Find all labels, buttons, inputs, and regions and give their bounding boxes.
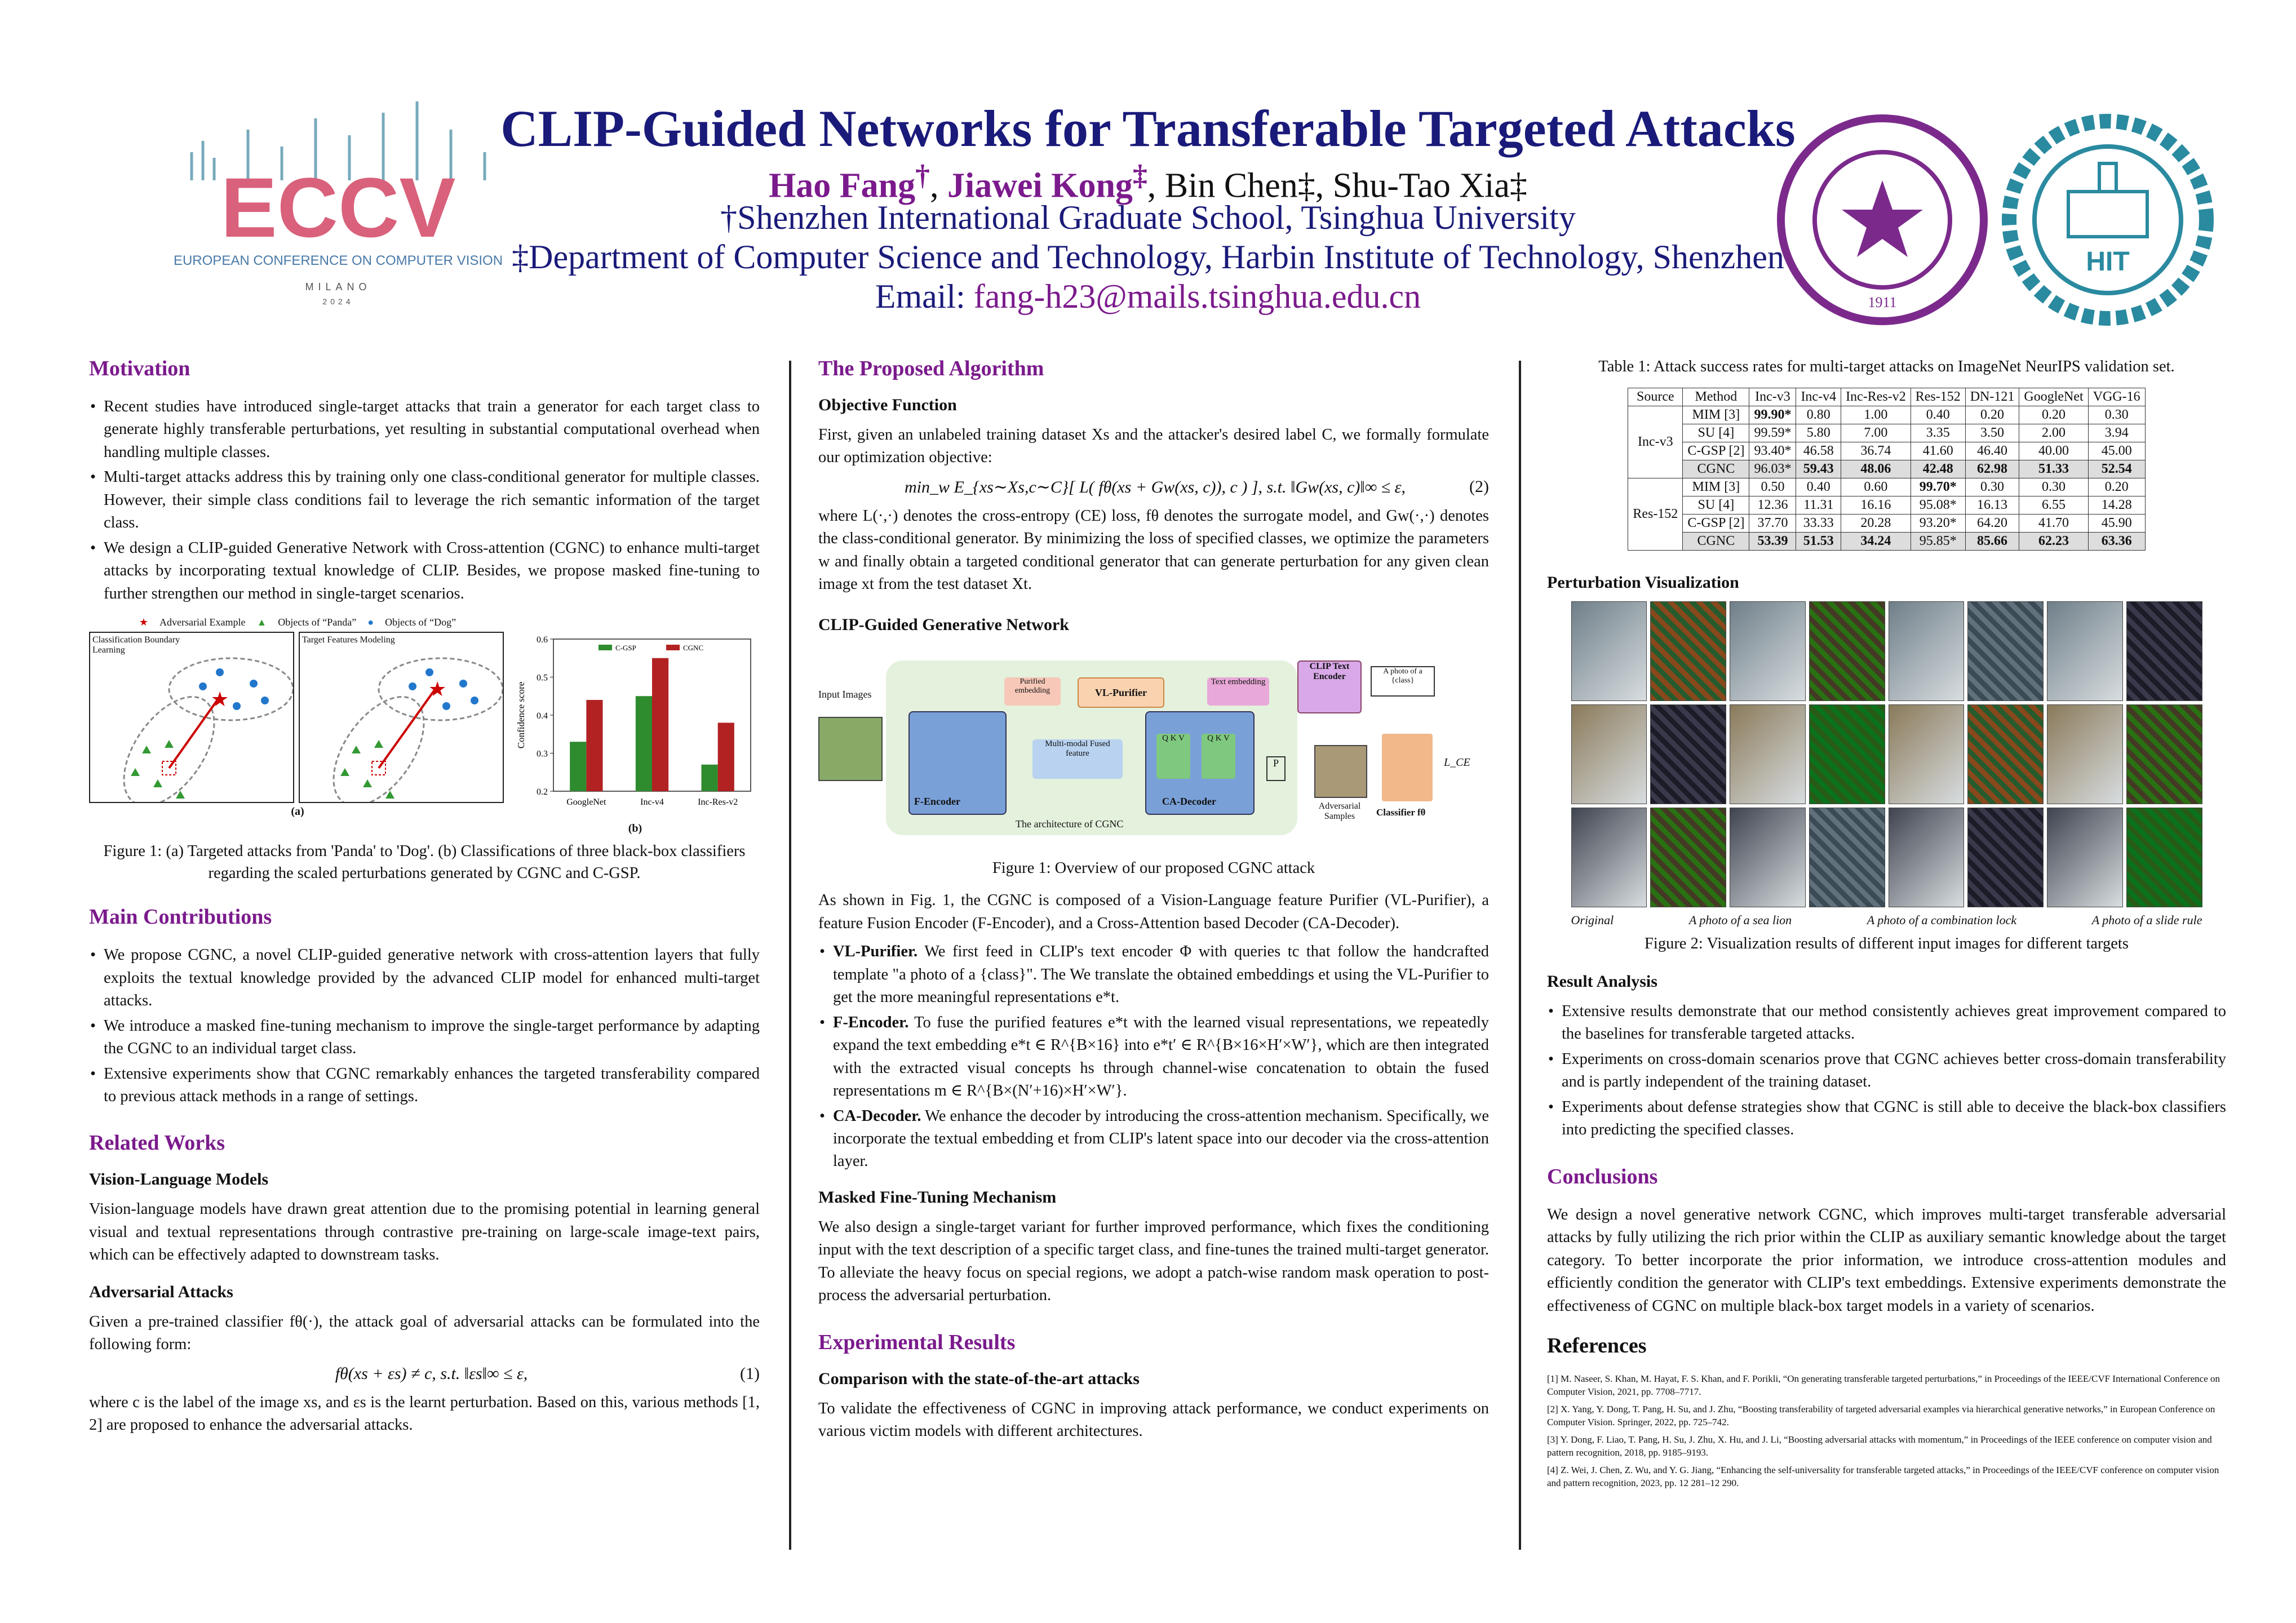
figure-1-motivation [89,617,760,835]
legend-panda: Objects of “Panda” [278,617,357,628]
boundary-panel [89,632,294,803]
table-header-cell: Source [1628,388,1683,406]
hit-wordmark: HIT [2086,247,2130,277]
affiliation-2: ‡Department of Computer Science and Technology, Harbin Institute of Technology, Shenzhen [512,238,1784,276]
image-tile [2047,601,2123,701]
table-cell: 16.13 [1965,496,2019,515]
table-cell: 0.30 [1965,478,2019,496]
bar-c-gsp [636,696,652,791]
figure-2-caption: Figure 2: Visualization results of different input images for different targets [1645,935,2129,953]
network-components-list [818,941,1489,1173]
table-cell: 41.60 [1911,442,1965,460]
table-cell: 48.06 [1841,460,1911,478]
table-cell: 42.48 [1911,460,1965,478]
adv-attacks-after: where c is the label of the image xs, and εs is the learnt perturbation. Based on this, various methods [1, 2] are proposed to enhance the adversarial attacks. [89,1393,760,1434]
y-tick-label: 0.4 [537,711,548,721]
table-cell: 0.30 [2088,406,2145,424]
panel-a-label: (a) [291,805,304,818]
column-divider-2 [1519,361,1521,1550]
perturbation-tile [1967,808,2044,907]
table-header-cell: Inc-v3 [1749,388,1796,406]
table-cell: 93.20* [1911,515,1965,533]
adv-attacks-text: Given a pre-trained classifier fθ(·), the attack goal of adversarial attacks can be formulated into the following form: [89,1312,760,1354]
eccv-subtitle: EUROPEAN CONFERENCE ON COMPUTER VISION [173,253,503,268]
architecture-label: The architecture of CGNC [1016,818,1124,830]
adversarial-samples-label: Adversarial Samples [1318,801,1361,821]
table-cell: 0.60 [1841,478,1911,496]
motivation-bullet: • We design a CLIP-guided Generative Network with Cross-attention (CGNC) to enhance multi-target attacks by incorporating textual knowledge of CLIP. Besides, we propose masked fine-tuning to further strengthen our method in single-target scenarios. [104,537,760,605]
table-cell: 0.20 [2088,478,2145,496]
table-cell: 63.36 [2088,533,2145,551]
perturbation-tile [1967,704,2044,804]
legend-label: CGNC [683,644,704,653]
table-cell: 51.53 [1796,533,1841,551]
ca-decoder-label: CA-Decoder [1162,795,1216,807]
fused-feature-block: Multi-modal Fused feature [1032,739,1123,779]
legend-dog: Objects of “Dog” [385,617,456,628]
table-row [1628,406,2145,424]
component-vl-purifier: • VL-Purifier. We first feed in CLIP's text encoder Φ with queries tc that follow the handcrafted template "a photo of a {class}". The We translate the obtained embeddings et using the VL-Purifier to get the more meaningful representations e*t. [833,941,1489,1009]
y-tick-label: 0.2 [537,787,548,797]
figure-1-overview-caption: Figure 1: Overview of our proposed CGNC attack [992,859,1315,877]
figure-1-caption: Figure 1: (a) Targeted attacks from 'Panda' to 'Dog'. (b) Classifications of three black-box classifiers regarding the scaled perturbations generated by CGNC and C-GSP. [103,842,746,882]
table-cell: 95.08* [1911,496,1965,515]
equation-2-body: min_w E_{xs∼Xs,c∼C}[ L( fθ(xs + Gw(xs, c)), c ) ], s.t. ‖Gw(xs, c)‖∞ ≤ ε, [905,477,1406,496]
table-header-cell: DN-121 [1965,388,2019,406]
table-cell: 12.36 [1749,496,1796,515]
figure-panel-b [514,617,756,835]
analysis-bullet: • Experiments about defense strategies show that CGNC is still able to deceive the black-box classifiers into predicting the specified classes. [1562,1096,2226,1142]
table-header-row [1628,388,2145,406]
subsection-perturbation: Perturbation Visualization [1547,573,1739,592]
results-table [1628,388,2145,551]
table-cell: 37.70 [1749,515,1796,533]
subsection-adv-attacks: Adversarial Attacks [89,1282,233,1301]
column-divider-1 [789,361,791,1550]
y-tick-label: 0.3 [537,749,548,759]
contribution-bullet: • Extensive experiments show that CGNC remarkably enhances the targeted transferability compared to previous attack methods in a range of settings. [104,1063,760,1108]
image-tile [2047,808,2123,907]
table-row [1628,460,2145,478]
table-cell: 0.20 [1965,406,2019,424]
table-source-cell: Res-152 [1628,478,1683,551]
objective-after: where L(·,·) denotes the cross-entropy (CE) loss, fθ denotes the surrogate model, and Gw(·,·) denotes the class-conditional generator. By minimizing the loss of specified classes, we optimize the parameters w and finally obtain a targeted conditional generator that can generate perturbation for any given clean image xt from the test dataset Xt. [818,507,1489,593]
perturbation-tile [1650,704,1726,804]
panel-b-label: (b) [628,822,642,835]
x-tick-label: Inc-Res-v2 [698,797,738,808]
bar-c-gsp [702,765,718,791]
label-combination-lock: A photo of a combination lock [1867,913,2017,928]
table-cell: 85.66 [1965,533,2019,551]
prompt-template-box: A photo of a {class} [1371,666,1435,697]
table-cell: 20.28 [1841,515,1911,533]
table-header-cell: Inc-Res-v2 [1841,388,1911,406]
image-tile [1889,808,1965,907]
table-cell: 40.00 [2019,442,2088,460]
loss-label: L_CE [1444,756,1470,769]
affiliation-1: †Shenzhen International Graduate School, Tsinghua University [720,199,1576,236]
legend-swatch-c-gsp [599,645,612,650]
author-1: Hao Fang [769,166,916,205]
table-cell: 52.54 [2088,460,2145,478]
image-tile [1889,704,1965,804]
y-tick-label: 0.6 [537,635,548,645]
vl-models-text: Vision-language models have drawn great attention due to the promising potential in learning general visual and textual representations through contrastive pre-training on large-scale image-text pairs, which can be effectively adapted to downstream tasks. [89,1200,760,1264]
adversarial-samples-image [1314,745,1367,798]
component-f-encoder: • F-Encoder. To fuse the purified features e*t with the learned visual representations, we repeatedly expand the text embedding e*t ∈ R^{B×16} into e*t′ ∈ R^{B×16×H′×W′}, which are then integrated with the extracted visual concepts hs through channel-wise concatenation to obtain the fused representations m ∈ R^{B×(N′+16)×H′×W′}. [833,1012,1489,1103]
table-header-cell: VGG-16 [2088,388,2145,406]
table-cell: 0.20 [2019,406,2088,424]
hit-logo [2001,113,2215,327]
table-cell: 14.28 [2088,496,2145,515]
cgnc-architecture-diagram [818,644,1489,852]
bar-cgnc [586,700,602,791]
table-cell: MIM [3] [1683,478,1749,496]
table-cell: SU [4] [1683,496,1749,515]
section-title-references: References [1547,1334,1647,1358]
motivation-bullet: • Recent studies have introduced single-target attacks that train a generator for each target class to generate highly transferable perturbations, yet resulting in substantial computational overhead when handling multiple classes. [104,396,760,464]
column-right [1547,349,2226,1495]
objective-text: First, given an unlabeled training dataset Xs and the attacker's desired label C, we formally formulate our optimization objective: [818,426,1489,467]
table-cell: 46.58 [1796,442,1841,460]
perturbation-tile [1809,601,1885,701]
table-cell: 62.23 [2019,533,2088,551]
reference-item: [1] M. Naseer, S. Khan, M. Hayat, F. S. Khan, and F. Porikli, “On generating transferable targeted perturbations,” in Proceedings of the IEEE/CVF International Conference on Computer Vision, 2021, pp. 7708–7717. [1547,1373,2220,1398]
table-cell: 64.20 [1965,515,2019,533]
text-embedding-block: Text embedding [1207,677,1269,706]
image-tile [1730,704,1806,804]
eccv-year: 2024 [322,297,354,306]
section-title-motivation: Motivation [89,357,190,380]
section-title-algorithm: The Proposed Algorithm [818,357,1044,380]
section-title-conclusions: Conclusions [1547,1164,1658,1189]
table-cell: 0.40 [1911,406,1965,424]
reference-item: [2] X. Yang, Y. Dong, T. Pang, H. Su, and J. Zhu, “Boosting transferability of targeted adversarial examples via hierarchical generative networks,” in European Conference on Computer Vision. Springer, 2022, pp. 725–742. [1547,1403,2215,1427]
table-cell: 16.16 [1841,496,1911,515]
x-tick-label: GoogleNet [566,797,606,808]
table-cell: 33.33 [1796,515,1841,533]
table-cell: 45.90 [2088,515,2145,533]
svg-text:★: ★ [428,678,447,701]
table-cell: 6.55 [2019,496,2088,515]
perturbation-tile [1967,601,2044,701]
table-cell: 53.39 [1749,533,1796,551]
image-tile [1730,808,1806,907]
diagram-input-label: Input Images [818,688,872,700]
table-cell: 0.40 [1796,478,1841,496]
table-cell: 99.90* [1749,406,1796,424]
perturbation-tile [1809,808,1885,907]
table-cell: 99.59* [1749,424,1796,442]
motivation-list [89,396,760,605]
component-ca-decoder: • CA-Decoder. We enhance the decoder by introducing the cross-attention mechanism. Specifically, we incorporate the textual embedding et from CLIP's latent space into our decoder via the cross-attention layer. [833,1105,1489,1173]
table-header-cell: GoogleNet [2019,388,2088,406]
svg-text:★: ★ [211,688,229,711]
table-cell: CGNC [1683,533,1749,551]
contributions-list [89,944,760,1108]
x-tick-label: Inc-v4 [640,797,664,808]
projection-block: P [1266,756,1286,781]
table-cell: 3.50 [1965,424,2019,442]
y-tick-label: 0.5 [537,673,548,683]
contribution-bullet: • We introduce a masked fine-tuning mechanism to improve the single-target performance by adapting the CGNC to an individual target class. [104,1015,760,1061]
subsection-comparison: Comparison with the state-of-the-art attacks [818,1369,1140,1388]
reference-item: [3] Y. Dong, F. Liao, T. Pang, H. Su, J. Zhu, X. Hu, and J. Li, “Boosting adversarial attacks with momentum,” in Proceedings of the IEEE conference on computer vision and pattern recognition, 2018, pp. 9185–9193. [1547,1434,2212,1458]
table-1-caption: Table 1: Attack success rates for multi-target attacks on ImageNet NeurIPS validation set. [1598,358,2175,375]
section-title-experiments: Experimental Results [818,1330,1016,1354]
subsection-network: CLIP-Guided Generative Network [818,615,1069,634]
table-header-cell: Inc-v4 [1796,388,1841,406]
column-left [89,349,760,1437]
equation-2 [818,477,1489,497]
legend-adversarial: Adversarial Example [159,617,246,628]
table-cell: 36.74 [1841,442,1911,460]
analysis-bullet: • Extensive results demonstrate that our method consistently achieves great improvement compared to the baselines for transferable targeted attacks. [1562,1000,2226,1046]
clip-text-encoder-block: CLIP Text Encoder [1297,660,1362,713]
table-cell: 7.00 [1841,424,1911,442]
network-text: As shown in Fig. 1, the CGNC is composed of a Vision-Language feature Purifier (VL-Purifier), a feature Fusion Encoder (F-Encoder), and a Cross-Attention based Decoder (CA-Decoder). [818,892,1489,932]
table-row [1628,442,2145,460]
eccv-city: MILANO [305,281,371,292]
table-cell: 93.40* [1749,442,1796,460]
table-cell: 51.33 [2019,460,2088,478]
label-slide-rule: A photo of a slide rule [2091,913,2202,928]
section-title-contributions: Main Contributions [89,905,272,929]
motivation-bullet: • Multi-target attacks address this by training only one class-conditional generator for multiple classes. However, their simple class conditions fail to leverage the rich semantic information of the target class. [104,466,760,534]
analysis-list [1547,1000,2226,1142]
label-sea-lion: A photo of a sea lion [1688,913,1792,928]
classifier-block [1382,734,1433,801]
boundary-panel-label: Classification Boundary Learning [92,635,180,655]
subsection-masked-finetuning: Masked Fine-Tuning Mechanism [818,1187,1057,1207]
cross-attention-qkv-2: Q K V [1202,734,1235,779]
table-cell: 0.50 [1749,478,1796,496]
table-cell: 96.03* [1749,460,1796,478]
label-original: Original [1571,913,1614,928]
perturbation-tile [2126,704,2202,804]
equation-1-body: fθ(xs + εs) ≠ c, s.t. ‖εs‖∞ ≤ ε, [335,1364,528,1383]
table-row [1628,496,2145,515]
input-image-stack [818,717,883,781]
target-features-label: Target Features Modeling [302,635,395,645]
table-cell: 59.43 [1796,460,1841,478]
image-tile [1889,601,1965,701]
target-features-panel [299,632,504,803]
table-cell: C-GSP [2] [1683,442,1749,460]
author-list: Hao Fang†, Jiawei Kong‡, Bin Chen‡, Shu-Tao Xia‡ [769,159,1527,205]
table-row [1628,478,2145,496]
confidence-bar-chart [514,617,756,819]
conclusions-text: We design a novel generative network CGNC, which improves multi-target transferable adversarial attacks by fully utilizing the rich prior within the CLIP as auxiliary semantic knowledge about the target category. To better incorporate the prior information, we introduce cross-attention modules and efficiently condition the generator with CLIP's text embeddings. Extensive experiments demonstrate the effectiveness of CGNC on multiple black-box target models in a variety of scenarios. [1547,1205,2226,1315]
table-cell: 3.35 [1911,424,1965,442]
figure-legend: ★ Adversarial Example ▲ Objects of “Panda” ● Objects of “Dog” [139,617,456,628]
legend-label: C-GSP [615,644,636,653]
table-header-cell: Method [1683,388,1749,406]
bar-c-gsp [570,742,586,791]
table-cell: 45.00 [2088,442,2145,460]
image-tile [1571,601,1647,701]
poster-title: CLIP-Guided Networks for Transferable Targeted Attacks [500,100,1796,157]
perturbation-tile [1650,601,1726,701]
table-cell: CGNC [1683,460,1749,478]
table-cell: 2.00 [2019,424,2088,442]
perturbation-labels [1571,913,2202,928]
analysis-bullet: • Experiments on cross-domain scenarios prove that CGNC achieves better cross-domain transferability and is partly independent of the training dataset. [1562,1048,2226,1094]
y-axis-label: Confidence score [516,681,526,749]
table-cell: 11.31 [1796,496,1841,515]
equation-2-number: (2) [1469,477,1489,496]
bar-cgnc [718,723,734,792]
figure-panel-a [89,617,506,818]
bar-cgnc [652,658,668,791]
image-tile [2047,704,2123,804]
table-cell: 5.80 [1796,424,1841,442]
table-cell: 3.94 [2088,424,2145,442]
table-cell: C-GSP [2] [1683,515,1749,533]
vl-purifier-block: VL-Purifier [1078,677,1164,708]
table-header-cell: Res-152 [1911,388,1965,406]
table-cell: MIM [3] [1683,406,1749,424]
table-cell: 34.24 [1841,533,1911,551]
table-cell: 62.98 [1965,460,2019,478]
table-row [1628,515,2145,533]
purified-embedding-block: Purified embedding [1004,677,1061,706]
table-cell: SU [4] [1683,424,1749,442]
perturbation-grid [1571,601,2202,907]
perturbation-tile [1650,808,1726,907]
perturbation-tile [1809,704,1885,804]
table-cell: 41.70 [2019,515,2088,533]
table-body [1628,406,2145,551]
reference-item: [4] Z. Wei, J. Chen, Z. Wu, and Y. G. Jiang, “Enhancing the self-universality for transferable targeted attacks,” in Proceedings of the IEEE/CVF conference on computer vision and pattern recognition, 2023, pp. 12 281–12 290. [1547,1464,2219,1488]
legend-swatch-cgnc [666,645,680,650]
author-2: Jiawei Kong [947,166,1133,205]
table-cell: 0.80 [1796,406,1841,424]
table-cell: 46.40 [1965,442,2019,460]
tsinghua-logo [1775,113,1989,327]
table-cell: 99.70* [1911,478,1965,496]
image-tile [1571,704,1647,804]
tsinghua-year: 1911 [1868,294,1897,311]
section-title-related: Related Works [89,1131,225,1155]
perturbation-tile [2126,808,2202,907]
perturbation-tile [2126,601,2202,701]
equation-1-number: (1) [740,1364,760,1383]
table-row [1628,533,2145,551]
comparison-text: To validate the effectiveness of CGNC in improving attack performance, we conduct experiments on various victim models with different architectures. [818,1399,1489,1440]
table-row [1628,424,2145,442]
classifier-label: Classifier fθ [1376,806,1426,818]
contribution-bullet: • We propose CGNC, a novel CLIP-guided generative network with cross-attention layers that fully exploits the textual knowledge provided by the advanced CLIP model for enhanced multi-target attacks. [104,944,760,1012]
table-source-cell: Inc-v3 [1628,406,1683,478]
email-link[interactable]: fang-h23@mails.tsinghua.edu.cn [973,278,1421,315]
f-encoder-label: F-Encoder [914,795,960,807]
table-cell: 0.30 [2019,478,2088,496]
eccv-wordmark: ECCV [220,160,456,255]
image-tile [1571,808,1647,907]
subsection-vl-models: Vision-Language Models [89,1170,269,1189]
author-rest: Bin Chen‡, Shu-Tao Xia‡ [1164,166,1527,205]
masked-finetuning-text: We also design a single-target variant for further improved performance, which fixes the conditioning input with the text description of a specific target class, and fine-tunes the trained multi-target generator. To alleviate the heavy focus on special regions, we adopt a patch-wise random mask operation to post-process the adversarial perturbation. [818,1218,1489,1305]
equation-1 [89,1364,760,1383]
email-label: Email: [875,278,965,315]
image-tile [1730,601,1806,701]
table-cell: 1.00 [1841,406,1911,424]
table-cell: 95.85* [1911,533,1965,551]
subsection-objective: Objective Function [818,396,957,414]
subsection-result-analysis: Result Analysis [1547,972,1657,991]
cross-attention-qkv-1: Q K V [1156,734,1190,779]
column-middle [818,349,1489,1443]
